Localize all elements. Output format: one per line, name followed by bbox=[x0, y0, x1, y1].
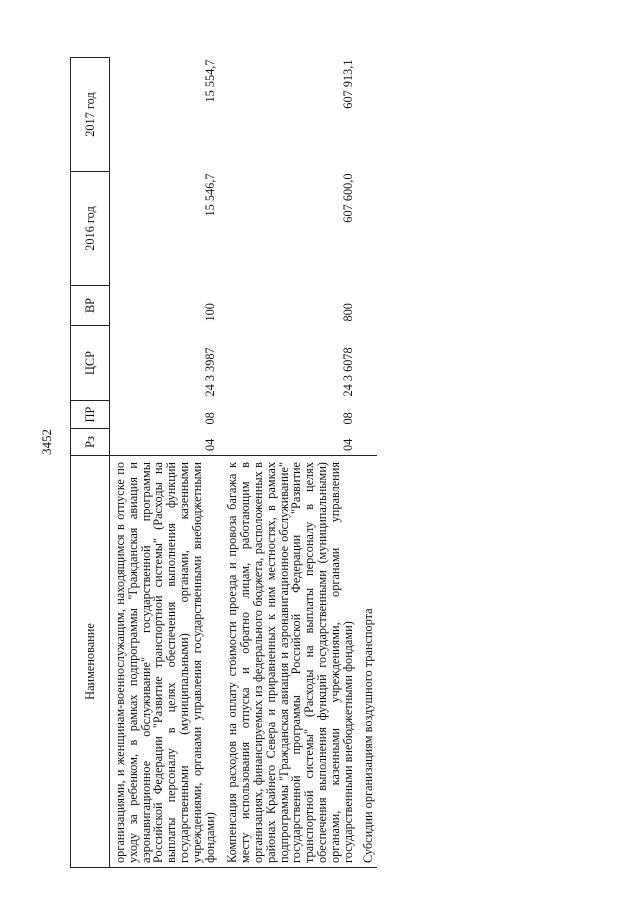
row-2017: 607 913,1 bbox=[340, 59, 355, 109]
row-2016: 607 600,0 bbox=[340, 173, 355, 223]
row-2017 bbox=[356, 58, 377, 172]
row-name: Субсидии организациям воздушного транспорта bbox=[356, 456, 377, 868]
header-name: Наименование bbox=[71, 456, 110, 868]
row-vr: 800 bbox=[340, 303, 355, 322]
budget-table bbox=[70, 57, 377, 868]
row-rz: 04 bbox=[202, 438, 217, 451]
table-row bbox=[110, 58, 219, 868]
header-rz: Рз bbox=[71, 429, 110, 456]
header-vr: ВР bbox=[71, 286, 110, 326]
row-name: организациями, и женщинам-военнослужащим, находящимся в отпуске по уходу за ребенком, в рамках подпрограммы "Гражданская авиация и аэронавигационное обслуживание" государственной программы Российской Федерации "Развитие транспортной системы" (Расходы на выплаты персоналу в целях обеспечения выполнения функций государственными (муниципальными) органами, казенными учреждениями, органами управления государственными внебюджетными фондами) bbox=[110, 456, 219, 868]
table-row bbox=[356, 58, 377, 868]
row-csr bbox=[356, 326, 377, 401]
rotated-page bbox=[70, 58, 600, 868]
row-name: Компенсация расходов на оплату стоимости проезда и провоза багажа к месту использования отпуска и обратно лицам, работающим в организациях, финансируемых из федерального бюджета, расположенных в районах Крайнего Севера и приравненных к ним местностях, в рамках подпрограммы "Гражданская авиация и аэронавигационное обслуживание" государственной программы Российской Федерации "Развитие транспортной системы" (Расходы на выплаты персоналу в целях обеспечения выполнения функций государственными (муниципальными) органами, казенными учреждениями, органами управления государственными внебюджетными фондами) bbox=[218, 456, 356, 868]
header-pr: ПР bbox=[71, 401, 110, 429]
row-csr: 24 3 3987 bbox=[202, 347, 217, 397]
row-2017: 15 554,7 bbox=[202, 59, 217, 103]
row-2016: 15 546,7 bbox=[202, 173, 217, 217]
table-row bbox=[218, 58, 356, 868]
row-pr: 08 bbox=[340, 412, 355, 425]
table-header-row bbox=[71, 58, 110, 868]
row-pr: 08 bbox=[202, 412, 217, 425]
header-csr: ЦСР bbox=[71, 326, 110, 401]
row-rz: 04 bbox=[340, 438, 355, 451]
row-vr bbox=[356, 286, 377, 326]
row-2016 bbox=[356, 172, 377, 286]
row-rz bbox=[356, 429, 377, 456]
header-2017: 2017 год bbox=[71, 58, 110, 172]
row-pr bbox=[356, 401, 377, 429]
header-2016: 2016 год bbox=[71, 172, 110, 286]
row-vr: 100 bbox=[202, 303, 217, 322]
row-csr: 24 3 6078 bbox=[340, 347, 355, 397]
